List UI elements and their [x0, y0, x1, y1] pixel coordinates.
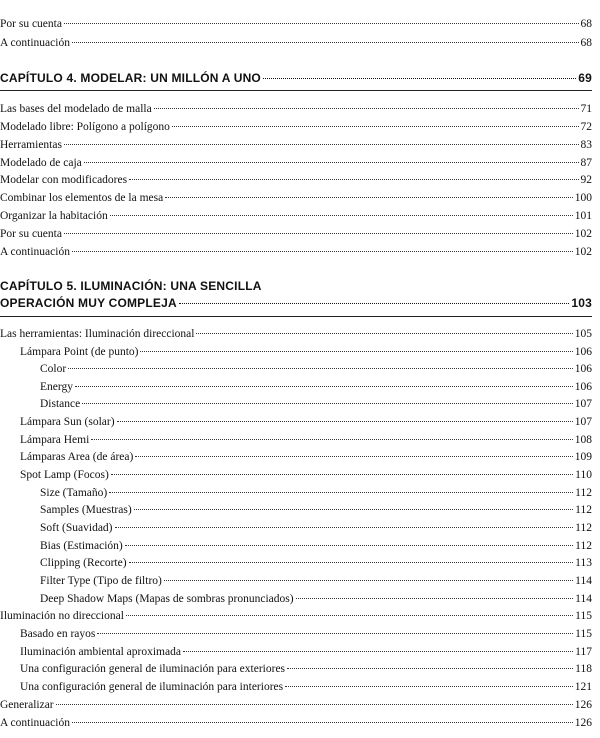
page-number: 92	[580, 174, 592, 186]
dot-leader	[179, 303, 570, 304]
toc-entry	[0, 503, 592, 517]
page-number: 101	[574, 210, 592, 222]
page-number: 68	[580, 37, 592, 49]
dot-leader	[296, 598, 574, 599]
entry-title: Una configuración general de iluminación para interiores	[20, 681, 284, 693]
dot-leader	[68, 368, 573, 369]
toc-entry	[0, 156, 592, 170]
entry-title: Las herramientas: Iluminación direccional	[0, 328, 195, 340]
toc-entry	[0, 173, 592, 187]
page-number: 114	[575, 593, 592, 605]
entry-title: Organizar la habitación	[0, 210, 108, 222]
page-number: 114	[575, 575, 592, 587]
dot-leader	[183, 651, 573, 652]
page-number: 103	[571, 296, 592, 310]
page-number: 126	[574, 699, 592, 711]
page-number: 113	[575, 557, 592, 569]
chapter-title: CAPÍTULO 4. MODELAR: UN MILLÓN A UNO	[0, 71, 261, 85]
entry-title: Generalizar	[0, 699, 54, 711]
toc-entry	[0, 468, 592, 482]
page-number: 107	[574, 398, 592, 410]
toc-entry	[0, 120, 592, 134]
dot-leader	[126, 615, 573, 616]
entry-title: Deep Shadow Maps (Mapas de sombras pronunciados)	[40, 593, 294, 605]
entry-title: Bias (Estimación)	[40, 540, 123, 552]
entry-title: Combinar los elementos de la mesa	[0, 192, 164, 204]
page-number: 112	[575, 540, 592, 552]
page-number: 107	[574, 416, 592, 428]
page-number: 69	[578, 71, 592, 85]
page-number: 108	[574, 434, 592, 446]
entry-title: Soft (Suavidad)	[40, 522, 113, 534]
entry-title: Modelado de caja	[0, 157, 82, 169]
page-number: 102	[574, 228, 592, 240]
toc-entry	[0, 138, 592, 152]
toc-entry	[0, 433, 592, 447]
dot-leader	[154, 108, 579, 109]
entry-title: Por su cuenta	[0, 228, 62, 240]
toc-entry	[0, 362, 592, 376]
page-number: 115	[575, 628, 592, 640]
page-number: 72	[580, 121, 592, 133]
toc-entry	[0, 191, 592, 205]
page-number: 112	[575, 487, 592, 499]
toc-entry	[0, 102, 592, 116]
dot-leader	[64, 144, 579, 145]
page-number: 110	[575, 469, 592, 481]
page-number: 71	[580, 103, 592, 115]
entry-title: Lámpara Point (de punto)	[20, 346, 139, 358]
page-number: 106	[574, 381, 592, 393]
toc-entry	[0, 245, 592, 259]
chapter-title-line1: CAPÍTULO 5. ILUMINACIÓN: UNA SENCILLA	[0, 279, 262, 293]
dot-leader	[129, 179, 578, 180]
page-number: 102	[574, 246, 592, 258]
page-number: 106	[574, 363, 592, 375]
dot-leader	[97, 633, 573, 634]
entry-title: A continuación	[0, 717, 70, 729]
page-number: 100	[574, 192, 592, 204]
dot-leader	[129, 562, 574, 563]
entry-title: Color	[40, 363, 67, 375]
toc-entry	[0, 609, 592, 623]
toc-entry	[0, 645, 592, 659]
dot-leader	[196, 333, 572, 334]
page-number: 126	[574, 717, 592, 729]
page-number: 105	[574, 328, 592, 340]
chapter-heading	[0, 296, 592, 310]
entry-title: Samples (Muestras)	[40, 504, 132, 516]
entry-title: Lámpara Hemi	[20, 434, 90, 446]
dot-leader	[84, 162, 579, 163]
toc-entry	[0, 592, 592, 606]
dot-leader	[165, 197, 573, 198]
chapter-heading	[0, 71, 592, 85]
dot-leader	[82, 403, 573, 404]
toc-entry	[0, 556, 592, 570]
dot-leader	[134, 509, 574, 510]
dot-leader	[140, 351, 572, 352]
page-number: 112	[575, 504, 592, 516]
dot-leader	[135, 456, 572, 457]
page-number: 115	[575, 610, 592, 622]
toc-entry	[0, 397, 592, 411]
toc-entry	[0, 415, 592, 429]
dot-leader	[72, 42, 579, 43]
toc-entry	[0, 574, 592, 588]
dot-leader	[56, 704, 573, 705]
entry-title: Lámparas Area (de área)	[20, 451, 134, 463]
entry-title: A continuación	[0, 246, 70, 258]
chapter-rule	[0, 316, 592, 317]
toc-entry	[0, 539, 592, 553]
entry-title: Spot Lamp (Focos)	[20, 469, 109, 481]
dot-leader	[111, 474, 573, 475]
toc-entry	[0, 716, 592, 730]
dot-leader	[110, 215, 573, 216]
page-number: 121	[574, 681, 592, 693]
chapter-title: OPERACIÓN MUY COMPLEJA	[0, 296, 177, 310]
entry-title: Basado en rayos	[20, 628, 96, 640]
dot-leader	[64, 233, 573, 234]
toc-entry	[0, 327, 592, 341]
page-number: 118	[575, 663, 592, 675]
dot-leader	[117, 421, 573, 422]
dot-leader	[64, 23, 579, 24]
entry-title: Por su cuenta	[0, 18, 62, 30]
toc-entry	[0, 680, 592, 694]
chapter-rule	[0, 90, 592, 91]
entry-title: Distance	[40, 398, 81, 410]
dot-leader	[285, 686, 573, 687]
page-number: 112	[575, 522, 592, 534]
toc-entry	[0, 17, 592, 31]
entry-title: Las bases del modelado de malla	[0, 103, 152, 115]
page-number: 68	[580, 18, 592, 30]
page-number: 87	[580, 157, 592, 169]
toc-entry	[0, 521, 592, 535]
dot-leader	[125, 545, 573, 546]
toc-entry	[0, 227, 592, 241]
page-number: 106	[574, 346, 592, 358]
entry-title: Lámpara Sun (solar)	[20, 416, 115, 428]
entry-title: Modelar con modificadores	[0, 174, 128, 186]
page-number: 83	[580, 139, 592, 151]
dot-leader	[164, 580, 573, 581]
toc-entry	[0, 486, 592, 500]
entry-title: Clipping (Recorte)	[40, 557, 127, 569]
entry-title: Energy	[40, 381, 74, 393]
entry-title: Modelado libre: Polígono a polígono	[0, 121, 170, 133]
toc-entry	[0, 36, 592, 50]
page-number: 109	[574, 451, 592, 463]
entry-title: Una configuración general de iluminación para exteriores	[20, 663, 286, 675]
entry-title: A continuación	[0, 37, 70, 49]
toc-entry	[0, 209, 592, 223]
dot-leader	[263, 78, 576, 79]
dot-leader	[91, 439, 572, 440]
entry-title: Iluminación no direccional	[0, 610, 124, 622]
toc-entry	[0, 627, 592, 641]
dot-leader	[172, 126, 579, 127]
entry-title: Size (Tamaño)	[40, 487, 108, 499]
toc-entry	[0, 450, 592, 464]
entry-title: Iluminación ambiental aproximada	[20, 646, 181, 658]
toc-entry	[0, 380, 592, 394]
dot-leader	[287, 668, 573, 669]
entry-title: Filter Type (Tipo de filtro)	[40, 575, 162, 587]
dot-leader	[75, 386, 573, 387]
dot-leader	[109, 492, 573, 493]
toc-entry	[0, 698, 592, 712]
toc-entry	[0, 345, 592, 359]
dot-leader	[72, 722, 573, 723]
page-number: 117	[575, 646, 592, 658]
toc-entry	[0, 662, 592, 676]
dot-leader	[72, 251, 573, 252]
entry-title: Herramientas	[0, 139, 62, 151]
dot-leader	[115, 527, 574, 528]
